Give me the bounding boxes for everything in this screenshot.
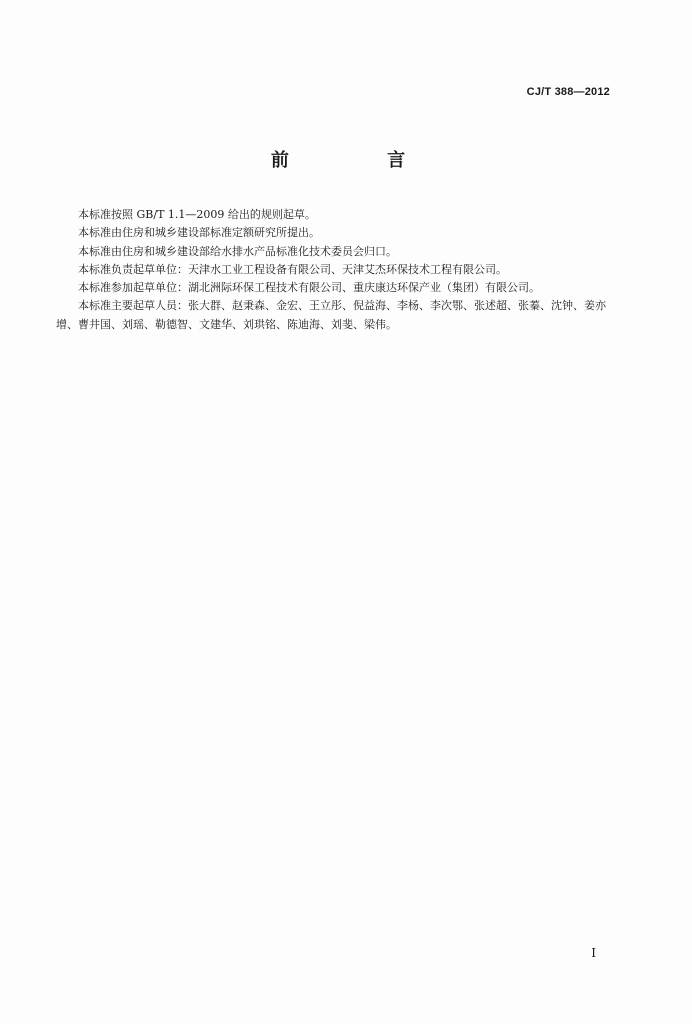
- page-title: 前 言: [270, 150, 452, 171]
- paragraph-administered-by: 本标准由住房和城乡建设部给水排水产品标准化技术委员会归口。: [78, 244, 397, 258]
- paragraph-participating-units: 本标准参加起草单位：湖北洲际环保工程技术有限公司、重庆康达环保产业（集团）有限公司。: [78, 281, 540, 295]
- paragraph-drafting-rules: 本标准按照 GB/T 1.1—2009 给出的规则起草。: [78, 208, 316, 221]
- paragraph-responsible-units: 本标准负责起草单位：天津水工业工程设备有限公司、天津艾杰环保技术工程有限公司。: [78, 262, 507, 276]
- foreword-body: [56, 206, 616, 334]
- page-number: I: [591, 946, 596, 960]
- paragraph-proposed-by: 本标准由住房和城乡建设部标准定额研究所提出。: [78, 226, 320, 240]
- paragraph-main-drafters: 本标准主要起草人员：张大群、赵秉森、金宏、王立彤、倪益海、李杨、李次鄂、张述超、张蓁、沈钟、姜亦增、曹井国、刘瑶、勒德智、文建华、刘珙铭、陈迪海、刘斐、梁伟。: [56, 299, 606, 331]
- standard-code: CJ/T 388—2012: [526, 86, 610, 98]
